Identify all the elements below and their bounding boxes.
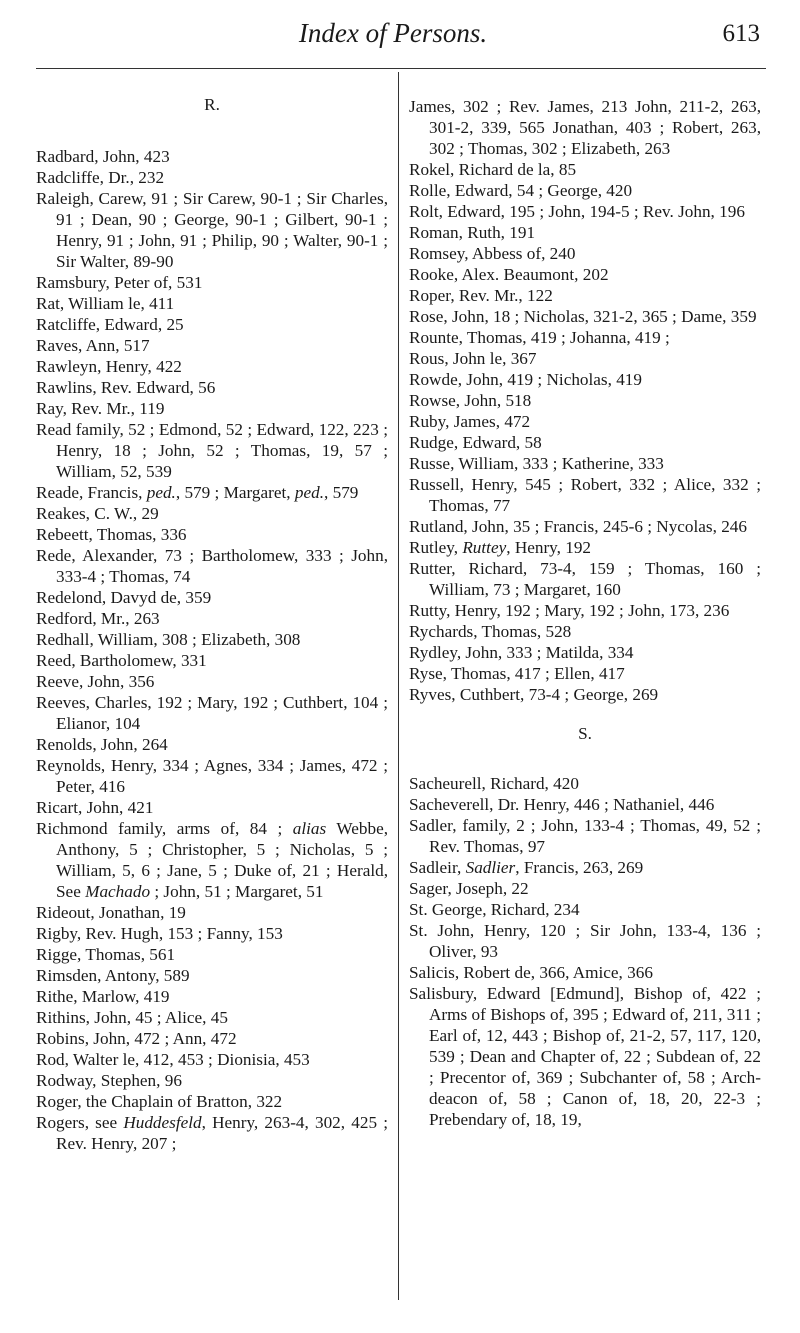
entry-text: Rede, Alexander, 73 ; Bartholomew, 333 ; John, 333-4 ; Thomas, 74 (36, 546, 388, 586)
entry-text: , Henry, 263-4, 302, 425 ; Rev. Henry, 207 ; (56, 1113, 388, 1153)
index-entry (409, 180, 761, 201)
index-entry (36, 944, 388, 965)
entry-text: Rawlins, Rev. Edward, 56 (36, 378, 216, 397)
entry-text: Richmond family, arms of, 84 ; (36, 819, 293, 838)
index-entry (409, 899, 761, 920)
entry-text: Rooke, Alex. Beaumont, 202 (409, 265, 609, 284)
entry-text: Sager, Joseph, 22 (409, 879, 529, 898)
entry-text: Renolds, John, 264 (36, 735, 168, 754)
index-entry (409, 516, 761, 537)
index-entry (409, 348, 761, 369)
entry-text: Rounte, Thomas, 419 ; Johanna, 419 ; (409, 328, 670, 347)
index-entry (409, 411, 761, 432)
entry-text: ; John, 51 ; Margaret, 51 (150, 882, 324, 901)
index-entry (36, 797, 388, 818)
entry-text: James, 302 ; Rev. James, 213 John, 211-2, 263, 301-2, 339, 565 Jonathan, 403 ; Robert, 263, 302 ; Thomas, 302 ; Elizabeth, 263 (409, 97, 761, 158)
entry-text: Rokel, Richard de la, 85 (409, 160, 577, 179)
entry-text: Rous, John le, 367 (409, 349, 537, 368)
index-entry (409, 453, 761, 474)
index-entry (409, 159, 761, 180)
index-entry (409, 369, 761, 390)
entry-text: Roper, Rev. Mr., 122 (409, 286, 553, 305)
index-entry (36, 314, 388, 335)
index-entry (409, 621, 761, 642)
entry-text: Rod, Walter le, 412, 453 ; Dionisia, 453 (36, 1050, 310, 1069)
entry-text: Rychards, Thomas, 528 (409, 622, 572, 641)
index-entry (36, 923, 388, 944)
entry-text: Rideout, Jonathan, 19 (36, 903, 186, 922)
entry-text: St. George, Richard, 234 (409, 900, 580, 919)
index-entry (36, 398, 388, 419)
index-entry (36, 986, 388, 1007)
index-entry (409, 794, 761, 815)
index-entry (36, 272, 388, 293)
index-entry (36, 692, 388, 734)
index-entry (409, 815, 761, 857)
entry-text: Raves, Ann, 517 (36, 336, 150, 355)
entry-text: Rowse, John, 518 (409, 391, 532, 410)
index-entry (36, 1049, 388, 1070)
index-entry (36, 650, 388, 671)
index-entry (36, 293, 388, 314)
entry-text: , 579 (324, 483, 359, 502)
index-entry (409, 222, 761, 243)
index-entry (409, 983, 761, 1130)
index-entry (409, 642, 761, 663)
entry-text: Rigge, Thomas, 561 (36, 945, 176, 964)
entry-italic-text: Sadlier (465, 858, 516, 877)
entry-text: Radcliffe, Dr., 232 (36, 168, 165, 187)
index-entry (36, 902, 388, 923)
entry-italic-text: Machado (85, 882, 151, 901)
entry-text: Radbard, John, 423 (36, 147, 170, 166)
index-entry (36, 524, 388, 545)
index-entry (36, 1007, 388, 1028)
entry-text: Robins, John, 472 ; Ann, 472 (36, 1029, 237, 1048)
index-entry (409, 390, 761, 411)
entry-text: Raleigh, Carew, 91 ; Sir Carew, 90-1 ; Sir Charles, 91 ; Dean, 90 ; George, 90-1 ; Gilbert, 90-1 ; Henry, 91 ; John, 91 ; Philip, 90 ; Walter, 90-1 ; Sir Walter, 89-90 (36, 189, 388, 271)
index-entry (36, 818, 388, 902)
entry-text: Roger, the Chaplain of Bratton, 322 (36, 1092, 283, 1111)
entry-text: Ryves, Cuthbert, 73-4 ; George, 269 (409, 685, 659, 704)
index-entry (409, 684, 761, 705)
index-entry (409, 857, 761, 878)
index-entry (36, 1091, 388, 1112)
left-column (36, 90, 388, 1154)
entry-text: Rodway, Stephen, 96 (36, 1071, 182, 1090)
index-entry (36, 671, 388, 692)
entry-italic-text: ped. (294, 483, 324, 502)
entry-text: , 579 ; Margaret, (175, 483, 295, 502)
entry-text: , Henry, 192 (506, 538, 592, 557)
entry-text: Salisbury, Edward [Edmund], Bishop of, 422 ; Arms of Bishops of, 395 ; Edward of, 211, 311 ; Earl of, 12, 443 ; Bishop of, 21-2, 57, 117, 120, 539 ; Dean and Chapter of, 22 ; Subdean of, 22 ; Precentor of, 369 ; Subchanter of, 58 ; Arch-deacon of, 58 ; Canon of, 18, 20, 22-3 ; Prebendary of, 18, 19, (409, 984, 761, 1129)
entry-text: Rutland, John, 35 ; Francis, 245-6 ; Nycolas, 246 (409, 517, 747, 536)
entry-text: Rat, William le, 411 (36, 294, 175, 313)
index-entry (409, 558, 761, 600)
entry-text: Rudge, Edward, 58 (409, 433, 542, 452)
index-entry (409, 306, 761, 327)
entry-text: Rowde, John, 419 ; Nicholas, 419 (409, 370, 642, 389)
entry-text: Ricart, John, 421 (36, 798, 154, 817)
entry-text: Rithins, John, 45 ; Alice, 45 (36, 1008, 228, 1027)
column-divider (398, 72, 399, 1300)
entry-text: Salicis, Robert de, 366, Amice, 366 (409, 963, 653, 982)
entry-text: Rawleyn, Henry, 422 (36, 357, 182, 376)
entry-text: Sacheurell, Richard, 420 (409, 774, 579, 793)
index-entry (409, 432, 761, 453)
index-entry (36, 1070, 388, 1091)
entry-text: Ramsbury, Peter of, 531 (36, 273, 203, 292)
index-entry (409, 773, 761, 794)
entry-italic-text: Huddesfeld (123, 1113, 202, 1132)
index-entry (36, 1112, 388, 1154)
index-entry (36, 335, 388, 356)
index-entry (36, 146, 388, 167)
entry-text: Rebeett, Thomas, 336 (36, 525, 187, 544)
entry-text: Reynolds, Henry, 334 ; Agnes, 334 ; James, 472 ; Peter, 416 (36, 756, 388, 796)
index-entry (409, 920, 761, 962)
entry-italic-text: ped. (146, 483, 176, 502)
index-entry (36, 503, 388, 524)
index-entry (409, 96, 761, 159)
entry-text: Russell, Henry, 545 ; Robert, 332 ; Alice, 332 ; Thomas, 77 (409, 475, 761, 515)
section-heading-s: S. (578, 724, 592, 743)
index-entry (36, 167, 388, 188)
entry-text: Reakes, C. W., 29 (36, 504, 159, 523)
header-rule (36, 68, 766, 69)
right-column (409, 96, 761, 1130)
entry-italic-text: alias (292, 819, 327, 838)
index-entry (409, 962, 761, 983)
entry-text: Read family, 52 ; Edmond, 52 ; Edward, 122, 223 ; Henry, 18 ; John, 52 ; Thomas, 19, 57 ; William, 52, 539 (36, 420, 388, 481)
right-entry-list-r (409, 96, 761, 705)
entry-text: Ruby, James, 472 (409, 412, 531, 431)
index-entry (36, 545, 388, 587)
index-entry (36, 734, 388, 755)
index-entry (409, 327, 761, 348)
entry-text: Rutley, (409, 538, 463, 557)
section-heading-r: R. (204, 95, 220, 114)
index-entry (36, 965, 388, 986)
entry-text: Rutty, Henry, 192 ; Mary, 192 ; John, 173, 236 (409, 601, 730, 620)
running-title: Index of Persons. (298, 18, 488, 48)
entry-text: Ray, Rev. Mr., 119 (36, 399, 165, 418)
index-entry (36, 755, 388, 797)
entry-text: Reade, Francis, (36, 483, 147, 502)
index-entry (36, 356, 388, 377)
index-entry (409, 201, 761, 222)
index-entry (36, 587, 388, 608)
index-entry (409, 285, 761, 306)
index-entry (36, 482, 388, 503)
page-header (0, 0, 800, 70)
entry-text: Rose, John, 18 ; Nicholas, 321-2, 365 ; Dame, 359 (409, 307, 757, 326)
entry-text: Rigby, Rev. Hugh, 153 ; Fanny, 153 (36, 924, 283, 943)
index-entry (409, 243, 761, 264)
entry-text: Webbe, Anthony, 5 ; Christopher, 5 ; Nicholas, 5 ; William, 5, 6 ; Jane, 5 ; Duke of, 21 ; Herald, See (56, 819, 388, 901)
index-entry (36, 419, 388, 482)
entry-text: Redford, Mr., 263 (36, 609, 160, 628)
index-entry (409, 537, 761, 558)
index-entry (36, 629, 388, 650)
index-entry (36, 188, 388, 272)
entry-text: Sacheverell, Dr. Henry, 446 ; Nathaniel, 446 (409, 795, 715, 814)
entry-text: Rydley, John, 333 ; Matilda, 334 (409, 643, 634, 662)
index-entry (409, 663, 761, 684)
entry-italic-text: Ruttey (462, 538, 507, 557)
entry-text: Redelond, Davyd de, 359 (36, 588, 212, 607)
index-entry (409, 878, 761, 899)
entry-text: Rithe, Marlow, 419 (36, 987, 170, 1006)
entry-text: St. John, Henry, 120 ; Sir John, 133-4, 136 ; Oliver, 93 (409, 921, 761, 961)
entry-text: Rolle, Edward, 54 ; George, 420 (409, 181, 633, 200)
entry-text: Rutter, Richard, 73-4, 159 ; Thomas, 160 ; William, 73 ; Margaret, 160 (409, 559, 761, 599)
entry-text: Ratcliffe, Edward, 25 (36, 315, 184, 334)
entry-text: Rimsden, Antony, 589 (36, 966, 190, 985)
entry-text: Sadler, family, 2 ; John, 133-4 ; Thomas, 49, 52 ; Rev. Thomas, 97 (409, 816, 761, 856)
entry-text: Reeve, John, 356 (36, 672, 155, 691)
entry-text: Reed, Bartholomew, 331 (36, 651, 207, 670)
page-number: 613 (722, 20, 760, 47)
entry-text: , Francis, 263, 269 (515, 858, 644, 877)
index-entry (409, 600, 761, 621)
entry-text: Roman, Ruth, 191 (409, 223, 536, 242)
index-entry (36, 1028, 388, 1049)
entry-text: Sadleir, (409, 858, 466, 877)
right-entry-list-s (409, 773, 761, 1130)
entry-text: Redhall, William, 308 ; Elizabeth, 308 (36, 630, 301, 649)
index-entry (36, 608, 388, 629)
index-entry (409, 474, 761, 516)
left-entry-list (36, 146, 388, 1154)
index-entry (409, 264, 761, 285)
entry-text: Rogers, see (36, 1113, 124, 1132)
entry-text: Romsey, Abbess of, 240 (409, 244, 576, 263)
entry-text: Reeves, Charles, 192 ; Mary, 192 ; Cuthbert, 104 ; Elianor, 104 (36, 693, 388, 733)
entry-text: Russe, William, 333 ; Katherine, 333 (409, 454, 664, 473)
entry-text: Rolt, Edward, 195 ; John, 194-5 ; Rev. John, 196 (409, 202, 745, 221)
index-entry (36, 377, 388, 398)
entry-text: Ryse, Thomas, 417 ; Ellen, 417 (409, 664, 625, 683)
